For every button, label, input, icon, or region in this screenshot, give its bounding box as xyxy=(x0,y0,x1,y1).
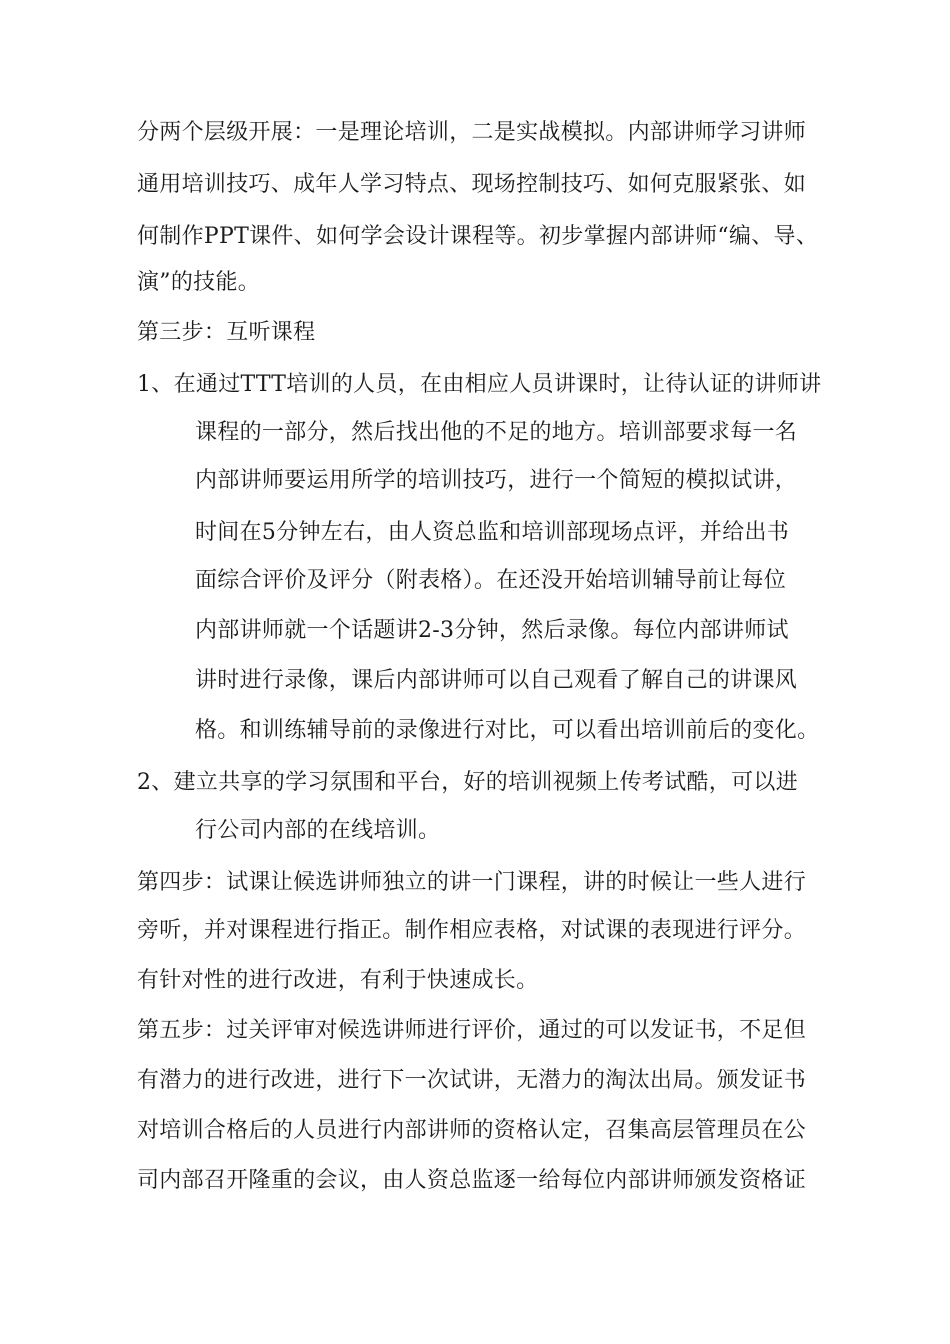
body-text-line: 演”的技能。 xyxy=(137,270,261,295)
list-item-text: 1、在通过TTT培训的人员，在由相应人员讲课时，让待认证的讲师讲 xyxy=(137,372,822,397)
list-item-text: 内部讲师就一个话题讲2-3分钟，然后录像。每位内部讲师试 xyxy=(195,618,789,643)
list-item-text: 课程的一部分，然后找出他的不足的地方。培训部要求每一名 xyxy=(195,420,798,445)
list-item-text: 时间在5分钟左右，由人资总监和培训部现场点评，并给出书 xyxy=(195,520,790,545)
body-text-line: 何制作PPT课件、如何学会设计课程等。初步掌握内部讲师“编、导、 xyxy=(137,224,819,249)
body-text-line: 对培训合格后的人员进行内部讲师的资格认定，召集高层管理员在公 xyxy=(137,1118,807,1143)
list-item-text: 面综合评价及评分（附表格）。在还没开始培训辅导前让每位 xyxy=(195,568,787,593)
body-text-line: 旁听，并对课程进行指正。制作相应表格，对试课的表现进行评分。 xyxy=(137,918,807,943)
list-item-text: 讲时进行录像，课后内部讲师可以自己观看了解自己的讲课风 xyxy=(195,668,798,693)
body-text-line: 第四步：试课让候选讲师独立的讲一门课程，讲的时候让一些人进行 xyxy=(137,870,807,895)
body-text-line: 有潜力的进行改进，进行下一次试讲，无潜力的淘汰出局。颁发证书 xyxy=(137,1068,807,1093)
list-item-text: 内部讲师要运用所学的培训技巧，进行一个简短的模拟试讲， xyxy=(195,468,798,493)
body-text-line: 通用培训技巧、成年人学习特点、现场控制技巧、如何克服紧张、如 xyxy=(137,172,807,197)
list-item-text: 格。和训练辅导前的录像进行对比，可以看出培训前后的变化。 xyxy=(195,718,820,743)
body-text-line: 分两个层级开展：一是理论培训，二是实战模拟。内部讲师学习讲师 xyxy=(137,120,807,145)
list-item-text: 2、建立共享的学习氛围和平台，好的培训视频上传考试酷，可以进 xyxy=(137,770,798,795)
section-heading: 第三步：互听课程 xyxy=(137,320,316,345)
body-text-line: 第五步：过关评审对候选讲师进行评价，通过的可以发证书，不足但 xyxy=(137,1018,807,1043)
body-text-line: 司内部召开隆重的会议，由人资总监逐一给每位内部讲师颁发资格证 xyxy=(137,1168,807,1193)
body-text-line: 有针对性的进行改进，有利于快速成长。 xyxy=(137,968,539,993)
list-item-text: 行公司内部的在线培训。 xyxy=(195,818,441,843)
